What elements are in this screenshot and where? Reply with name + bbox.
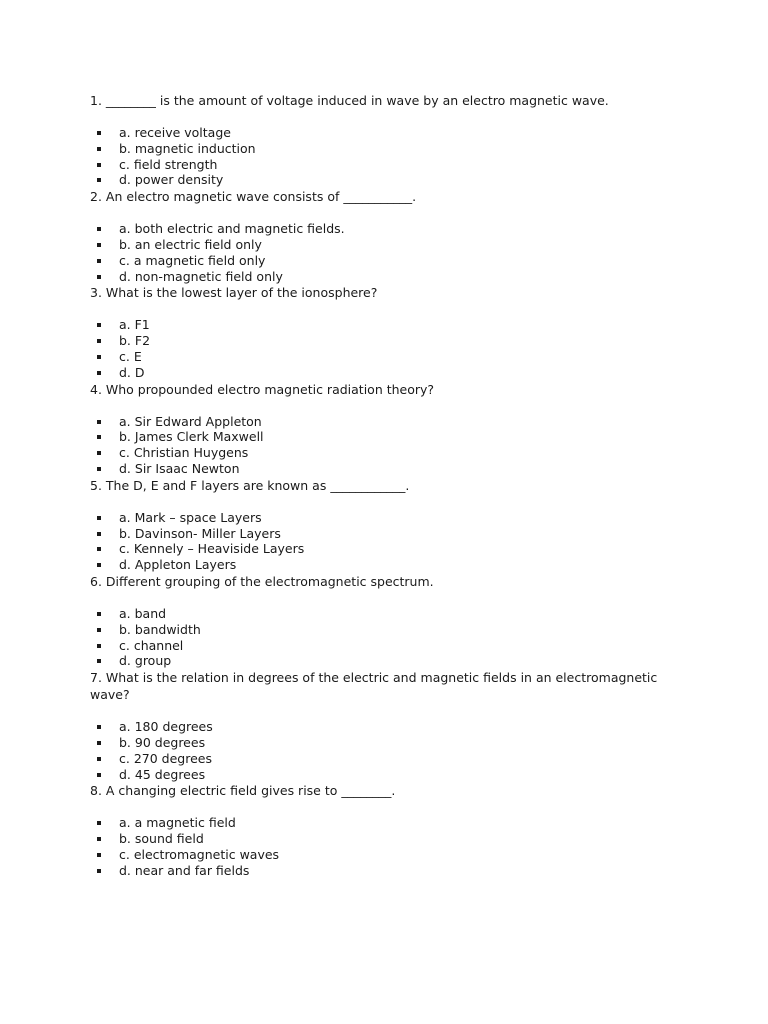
square-bullet-icon: [97, 467, 101, 471]
square-bullet-icon: [97, 323, 101, 327]
choice-text: d. group: [119, 653, 172, 669]
square-bullet-icon: [97, 532, 101, 536]
choice-list: [90, 510, 680, 573]
choice-item: [90, 269, 680, 285]
question-block-3: [90, 284, 680, 380]
choice-text: b. sound field: [119, 831, 204, 847]
choice-item: [90, 719, 680, 735]
choice-item: [90, 253, 680, 269]
choice-text: a. band: [119, 605, 167, 621]
choice-item: [90, 317, 680, 333]
choice-text: d. power density: [119, 172, 224, 188]
choice-text: d. Appleton Layers: [119, 557, 237, 573]
square-bullet-icon: [97, 516, 101, 520]
choice-item: [90, 815, 680, 831]
choice-item: [90, 221, 680, 237]
choice-item: [90, 333, 680, 349]
choice-text: a. 180 degrees: [119, 719, 213, 735]
square-bullet-icon: [97, 837, 101, 841]
choice-text: d. non-magnetic field only: [119, 268, 283, 284]
choice-item: [90, 349, 680, 365]
square-bullet-icon: [97, 451, 101, 455]
square-bullet-icon: [97, 547, 101, 551]
choice-item: [90, 461, 680, 477]
choice-item: [90, 510, 680, 526]
square-bullet-icon: [97, 259, 101, 263]
square-bullet-icon: [97, 612, 101, 616]
square-bullet-icon: [97, 339, 101, 343]
choice-text: b. James Clerk Maxwell: [119, 429, 264, 445]
choice-text: d. Sir Isaac Newton: [119, 460, 240, 476]
choice-text: a. Sir Edward Appleton: [119, 413, 262, 429]
question-text: 3. What is the lowest layer of the ionosphere?: [90, 285, 378, 301]
square-bullet-icon: [97, 725, 101, 729]
choice-item: [90, 429, 680, 445]
square-bullet-icon: [97, 163, 101, 167]
question-block-1: [90, 92, 680, 188]
choice-item: [90, 526, 680, 542]
choice-text: d. near and far fields: [119, 862, 250, 878]
square-bullet-icon: [97, 644, 101, 648]
square-bullet-icon: [97, 869, 101, 873]
choice-item: [90, 237, 680, 253]
question-text: 5. The D, E and F layers are known as ____________.: [90, 477, 410, 493]
choice-list: [90, 221, 680, 284]
choice-item: [90, 157, 680, 173]
quiz-document: [90, 92, 680, 879]
choice-list: [90, 414, 680, 477]
square-bullet-icon: [97, 741, 101, 745]
choice-item: [90, 445, 680, 461]
square-bullet-icon: [97, 147, 101, 151]
choice-item: [90, 638, 680, 654]
choice-list: [90, 719, 680, 782]
choice-item: [90, 653, 680, 669]
choice-item: [90, 751, 680, 767]
choice-list: [90, 606, 680, 669]
choice-item: [90, 125, 680, 141]
choice-text: b. Davinson- Miller Layers: [119, 525, 281, 541]
question-text: 2. An electro magnetic wave consists of ___________.: [90, 189, 417, 205]
choice-text: b. magnetic induction: [119, 140, 256, 156]
choice-item: [90, 172, 680, 188]
square-bullet-icon: [97, 628, 101, 632]
choice-item: [90, 365, 680, 381]
question-block-2: [90, 188, 680, 284]
square-bullet-icon: [97, 563, 101, 567]
choice-text: b. an electric field only: [119, 236, 262, 252]
square-bullet-icon: [97, 178, 101, 182]
square-bullet-icon: [97, 773, 101, 777]
question-text: 8. A changing electric field gives rise to ________.: [90, 783, 396, 799]
choice-list: [90, 815, 680, 878]
choice-list: [90, 125, 680, 188]
choice-item: [90, 557, 680, 573]
choice-text: d. 45 degrees: [119, 766, 206, 782]
choice-list: [90, 317, 680, 380]
square-bullet-icon: [97, 821, 101, 825]
square-bullet-icon: [97, 371, 101, 375]
square-bullet-icon: [97, 355, 101, 359]
choice-text: c. Christian Huygens: [119, 445, 249, 461]
choice-item: [90, 622, 680, 638]
choice-text: a. a magnetic field: [119, 815, 236, 831]
choice-item: [90, 414, 680, 430]
question-block-8: [90, 782, 680, 878]
choice-text: c. E: [119, 348, 142, 364]
question-block-5: [90, 477, 680, 573]
square-bullet-icon: [97, 227, 101, 231]
choice-text: a. both electric and magnetic fields.: [119, 221, 345, 237]
square-bullet-icon: [97, 659, 101, 663]
choice-item: [90, 735, 680, 751]
choice-text: a. receive voltage: [119, 125, 231, 140]
choice-item: [90, 863, 680, 879]
square-bullet-icon: [97, 757, 101, 761]
choice-text: c. Kennely – Heaviside Layers: [119, 541, 305, 557]
question-block-4: [90, 381, 680, 477]
question-block-6: [90, 573, 680, 669]
choice-text: d. D: [119, 364, 145, 380]
square-bullet-icon: [97, 275, 101, 279]
question-text: 1. ________ is the amount of voltage induced in wave by an electro magnetic wave.: [90, 93, 609, 108]
square-bullet-icon: [97, 243, 101, 247]
choice-item: [90, 831, 680, 847]
choice-item: [90, 141, 680, 157]
question-block-7: [90, 669, 680, 782]
square-bullet-icon: [97, 131, 101, 135]
choice-item: [90, 541, 680, 557]
choice-text: c. field strength: [119, 156, 218, 172]
square-bullet-icon: [97, 420, 101, 424]
choice-item: [90, 606, 680, 622]
choice-text: c. electromagnetic waves: [119, 846, 280, 862]
choice-item: [90, 767, 680, 783]
choice-text: c. channel: [119, 637, 184, 653]
choice-item: [90, 847, 680, 863]
choice-text: b. 90 degrees: [119, 734, 206, 750]
square-bullet-icon: [97, 853, 101, 857]
choice-text: b. bandwidth: [119, 621, 201, 637]
question-text: 7. What is the relation in degrees of the electric and magnetic fields in an electromagnetic wave?: [90, 670, 658, 703]
question-text: 4. Who propounded electro magnetic radiation theory?: [90, 381, 435, 397]
choice-text: c. a magnetic field only: [119, 252, 266, 268]
choice-text: c. 270 degrees: [119, 750, 212, 766]
choice-text: a. F1: [119, 317, 150, 333]
choice-text: b. F2: [119, 333, 151, 349]
choice-text: a. Mark – space Layers: [119, 509, 262, 525]
square-bullet-icon: [97, 435, 101, 439]
question-text: 6. Different grouping of the electromagnetic spectrum.: [90, 573, 434, 589]
